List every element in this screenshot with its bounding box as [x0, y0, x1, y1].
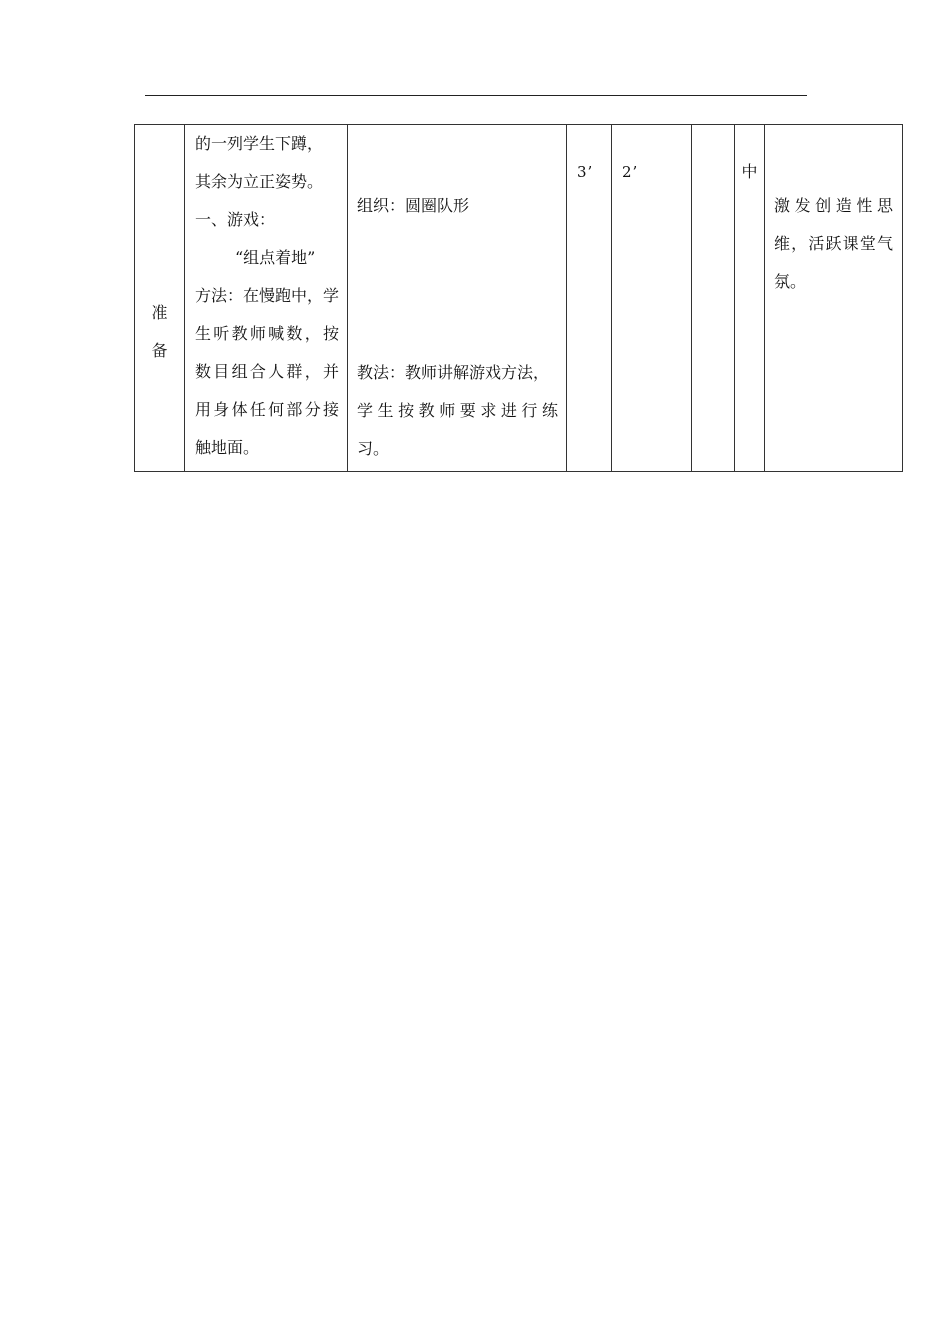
method-line: 教法：教师讲解游戏方法， [357, 363, 550, 382]
teaching-method [357, 354, 558, 468]
method-line: 习。 [357, 439, 390, 458]
content-line: 的一列学生下蹲， [195, 134, 324, 153]
content-line: 其余为立正姿势。 [195, 172, 324, 191]
organization-method-cell [348, 125, 567, 472]
content-line: 一、游戏： [195, 210, 276, 229]
time-cell [567, 125, 612, 472]
purpose-text [774, 187, 893, 301]
purpose-line: 激发创造性思 [774, 196, 893, 215]
content-line: 数目组合人群，并 [195, 362, 339, 381]
content-line: 触地面。 [195, 438, 260, 457]
content-line: 方法：在慢跑中，学 [195, 286, 340, 305]
header-rule [145, 95, 807, 96]
count-cell [612, 125, 692, 472]
section-cell [135, 125, 185, 472]
content-line: 生听教师喊数，按 [195, 324, 339, 343]
section-label: 准 备 [151, 303, 168, 360]
table-row [135, 125, 903, 472]
empty-cell [692, 125, 735, 472]
content-line: 用身体任何部分接 [195, 400, 339, 419]
lesson-plan-table [134, 124, 903, 472]
game-title: “组点着地” [235, 248, 316, 267]
intensity-value: 中 [741, 162, 758, 181]
intensity-cell [735, 125, 765, 472]
content-cell [185, 125, 348, 472]
time-value: 3’ [577, 163, 594, 181]
method-line: 学生按教师要求进行练 [357, 401, 558, 420]
organization-text: 组织：圆圈队形 [357, 196, 470, 215]
count-value: 2’ [622, 163, 639, 181]
purpose-cell [765, 125, 903, 472]
purpose-line: 维，活跃课堂气 [774, 234, 893, 253]
purpose-line: 氛。 [774, 272, 807, 291]
